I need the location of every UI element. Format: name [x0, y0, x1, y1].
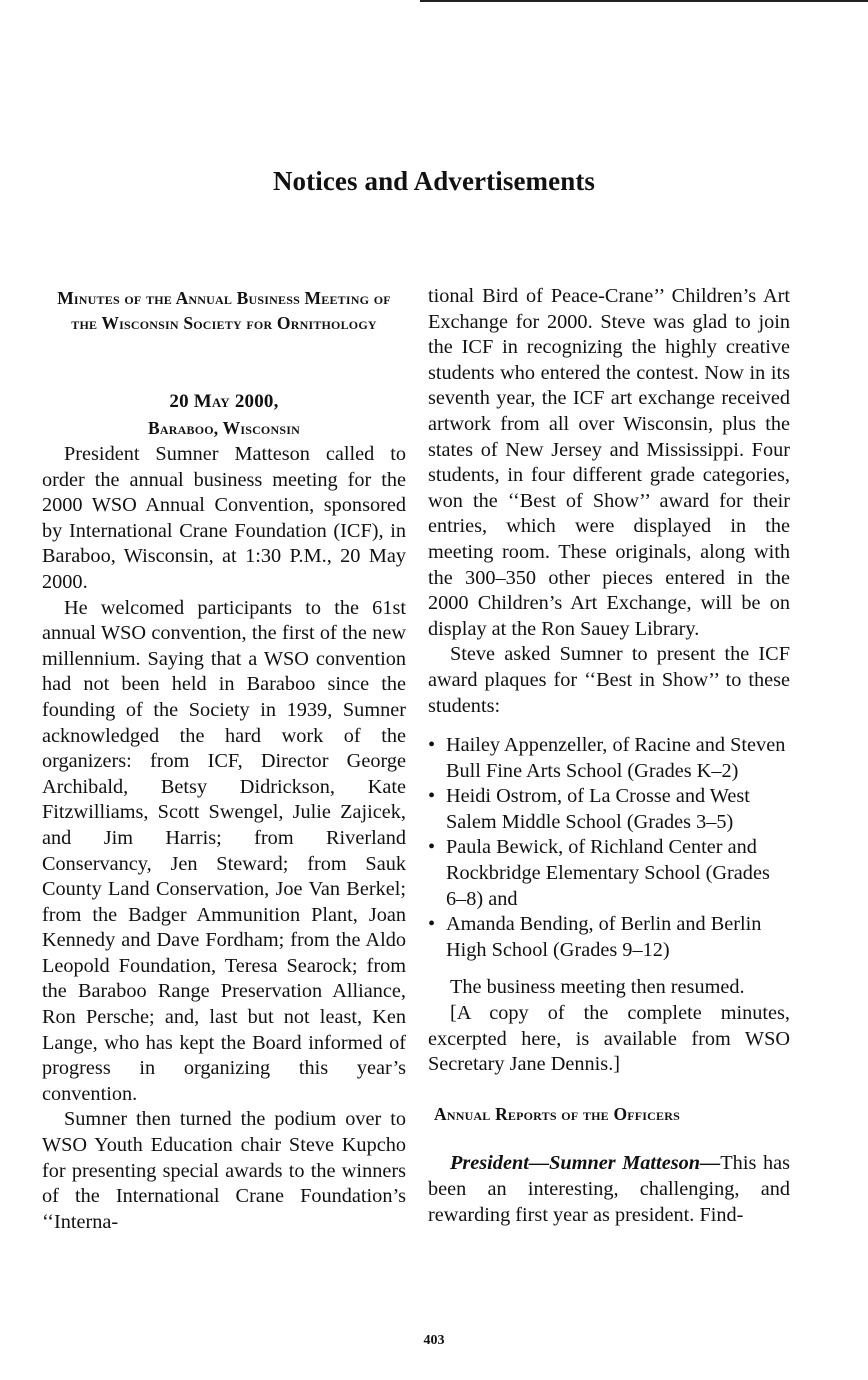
- list-item: • Amanda Bending, of Berlin and Berlin High School (Grades 9–12): [428, 912, 790, 963]
- meeting-date: 20 May 2000,: [169, 391, 279, 412]
- paragraph-call-to-order: President Sumner Matteson called to order the annual business meeting for the 2000 WSO Annual Convention, sponsored by International Crane Foundation (ICF), in Baraboo, Wisconsin, at 1:30 P.M., 20 May 2000.: [42, 443, 406, 593]
- list-item: • Paula Bewick, of Richland Center and Rockbridge Elementary School (Grades 6–8) and: [428, 835, 790, 912]
- page-number: 403: [423, 1333, 445, 1348]
- meeting-location: Baraboo, Wisconsin: [148, 418, 300, 438]
- list-item: • Heidi Ostrom, of La Crosse and West Salem Middle School (Grades 3–5): [428, 784, 790, 835]
- list-item: • Hailey Appenzeller, of Racine and Steven Bull Fine Arts School (Grades K–2): [428, 733, 790, 784]
- paragraph-award-plaques: Steve asked Sumner to present the ICF award plaques for ‘‘Best in Show’’ to these students:: [428, 643, 790, 717]
- president-report-text: This has been an interesting, challenging, and rewarding first year as president. Find-: [428, 1152, 790, 1226]
- meeting-date-heading: [42, 388, 406, 442]
- page-title: Notices and Advertisements: [272, 166, 596, 197]
- left-column: [42, 284, 406, 1235]
- president-report-lead: President—Sumner Matteson—: [450, 1152, 721, 1175]
- top-rule: [420, 0, 868, 2]
- annual-reports-heading: Annual Reports of the Officers: [434, 1103, 680, 1124]
- paragraph-welcome: He welcomed participants to the 61st annual WSO convention, the first of the new millennium. Saying that a WSO convention had not been held in Baraboo since the founding of the Society in 1939, Sumner acknowledged the hard work of the organizers: from ICF, Director George Archibald, Betsy Didrickson, Kate Fitzwilliams, Scott Swengel, Julie Zajicek, and Jim Harris; from Riverland Conservancy, Jen Steward; from Sauk County Land Conservation, Joe Van Berkel; from the Badger Ammunition Plant, Joan Kennedy and Dave Fordham; from the Aldo Leopold Foundation, Teresa Searock; from the Baraboo Range Preservation Alliance, Ron Persche; and, last but not least, Ken Lange, who has kept the Board informed of progress in organizing this year’s convention.: [42, 596, 406, 1105]
- right-column: [428, 284, 790, 1228]
- paragraph-podium: Sumner then turned the podium over to WSO Youth Education chair Steve Kupcho for presenting special awards to the winners of the International Crane Foundation’s ‘‘Interna-: [42, 1108, 406, 1233]
- award-winners-list: [428, 733, 790, 963]
- minutes-heading: Minutes of the Annual Business Meeting of the Wisconsin Society for Ornithology: [57, 288, 391, 333]
- paragraph-president-report: [428, 1151, 790, 1228]
- paragraph-art-exchange: tional Bird of Peace-Crane’’ Children’s Art Exchange for 2000. Steve was glad to join the ICF in recognizing the highly creative students who entered the contest. Now in its seventh year, the ICF art exchange received artwork from all over Wisconsin, plus the states of New Jersey and Mississippi. Four students, in four different grade categories, won the ‘‘Best of Show’’ award for their entries, which were displayed in the meeting room. These originals, along with the 300–350 other pieces entered in the 2000 Children’s Art Exchange, will be on display at the Ron Sauey Library.: [428, 285, 790, 640]
- paragraph-copy-note: [A copy of the complete minutes, excerpted here, is available from WSO Secretary Jane Dennis.]: [428, 1002, 790, 1076]
- paragraph-resumed: The business meeting then resumed.: [450, 976, 745, 999]
